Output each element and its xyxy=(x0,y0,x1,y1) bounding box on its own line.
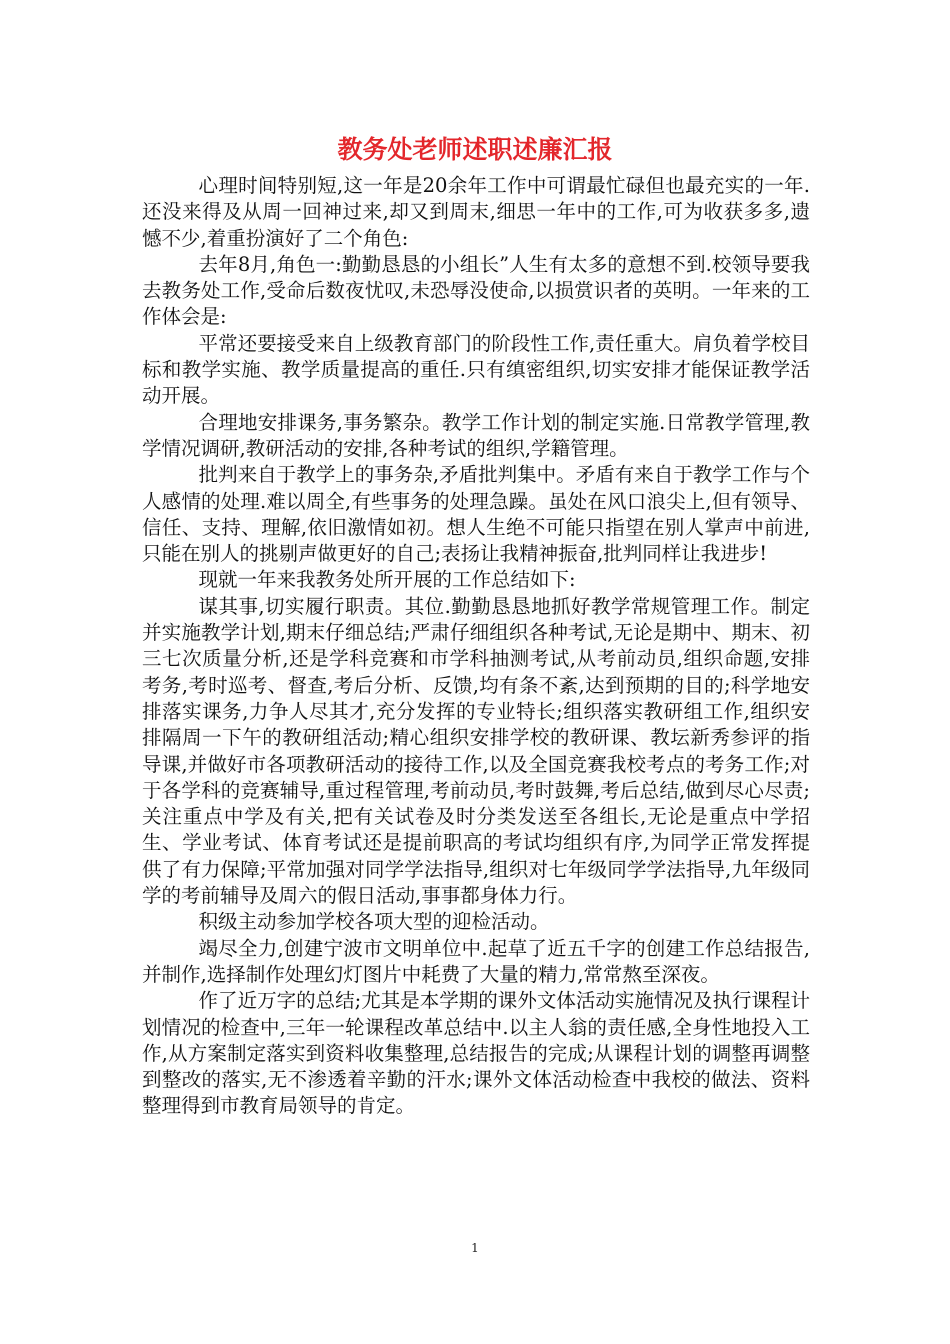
paragraph: 批判来自于教学上的事务杂,矛盾批判集中。矛盾有来自于教学工作与个人感情的处理.难以周全,有些事务的处理急躁。虽处在风口浪尖上,但有领导、信任、支持、理解,依旧激情如初。想人生绝不可能只指望在别人掌声中前进,只能在别人的挑剔声做更好的自己;表扬让我精神振奋,批判同样让我进步! xyxy=(142,463,810,566)
paragraph: 心理时间特别短,这一年是20余年工作中可谓最忙碌但也最充实的一年.还没来得及从周一回神过来,却又到周末,细思一年中的工作,可为收获多多,遗憾不少,着重扮演好了二个角色: xyxy=(142,174,810,250)
document-body xyxy=(142,173,810,1120)
paragraph: 去年8月,角色一:勤勤恳恳的小组长”人生有太多的意想不到.校领导要我去教务处工作,受命后数夜忧叹,未恐辱没使命,以损赏识者的英明。一年来的工作体会是: xyxy=(142,252,810,329)
paragraph: 竭尽全力,创建宁波市文明单位中.起草了近五千字的创建工作总结报告,并制作,选择制作处理幻灯图片中耗费了大量的精力,常常熬至深夜。 xyxy=(142,936,810,986)
paragraph: 现就一年来我教务处所开展的工作总结如下: xyxy=(198,568,576,592)
paragraph: 谋其事,切实履行职责。其位.勤勤恳恳地抓好教学常规管理工作。制定并实施教学计划,期末仔细总结;严肃仔细组织各种考试,无论是期中、期末、初三七次质量分析,还是学科竞赛和市学科抽测考试,从考前动员,组织命题,安排考务,考时巡考、督查,考后分析、反馈,均有条不紊,达到预期的目的;科学地安排落实课务,力争人尽其才,充分发挥的专业特长;组织落实教研组工作,组织安排隔周一下午的教研组活动;精心组织安排学校的教研课、教坛新秀参评的指导课,并做好市各项教研活动的接待工作,以及全国竞赛我校考点的考务工作;对于各学科的竞赛辅导,重过程管理,考前动员,考时鼓舞,考后总结,做到尽心尽责;关注重点中学及有关,把有关试卷及时分类发送至各组长,无论是重点中学招生、学业考试、体育考试还是提前职高的考试均组织有序,为同学正常发挥提供了有力保障;平常加强对同学学法指导,组织对七年级同学学法指导,九年级同学的考前辅导及周六的假日活动,事事都身体力行。 xyxy=(142,594,810,908)
paragraph: 合理地安排课务,事务繁杂。教学工作计划的制定实施.日常教学管理,教学情况调研,教研活动的安排,各种考试的组织,学籍管理。 xyxy=(142,410,810,460)
paragraph: 积级主动参加学校各项大型的迎检活动。 xyxy=(198,910,550,934)
paragraph: 平常还要接受来自上级教育部门的阶段性工作,责任重大。肩负着学校目标和教学实施、教学质量提高的重任.只有缜密组织,切实安排才能保证教学活动开展。 xyxy=(142,331,810,408)
page-number: 1 xyxy=(471,1241,479,1255)
document-title: 教务处老师述职述廉汇报 xyxy=(337,135,613,164)
paragraph: 作了近万字的总结;尤其是本学期的课外文体活动实施情况及执行课程计划情况的检查中,三年一轮课程改革总结中.以主人翁的责任感,全身性地投入工作,从方案制定落实到资料收集整理,总结报告的完成;从课程计划的调整再调整到整改的落实,无不渗透着辛勤的汗水;课外文体活动检查中我校的做法、资料整理得到市教育局领导的肯定。 xyxy=(142,989,810,1118)
